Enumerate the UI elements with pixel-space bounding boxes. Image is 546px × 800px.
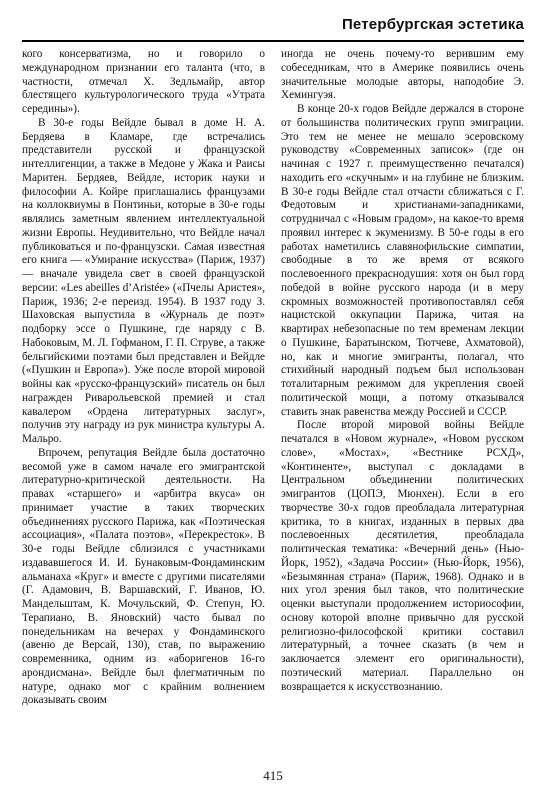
paragraph: кого консерватизма, но и говорило о международном признании его таланта (что, в частности, отмечал Х. Зедльмайр, автор блестящего культурологического труда «Утрата середины»). — [22, 48, 265, 115]
paragraph: После второй мировой войны Вейдле печатался в «Новом журнале», «Новом русском слове», «Мостах», «Вестнике РСХД», «Континенте», выступал с докладами в Центральном объединении политических эмигрантов (ЦОПЭ, Мюнхен). Если в его творчестве 30-х годов преобладала литературная критика, то в книгах, изданных в первых два послевоенных десятилетия, преобладала политическая тематика: «Вечерний день» (Нью-Йорк, 1952), «Задача России» (Нью-Йорк, 1956), «Безымянная страна» (Париж, 1968). Однако и в них угол зрения был таков, что политические оценки выступали продолжением историософии, основу которой вполне привычно для русской религиозно-философской критики составил литературный, а точнее сказать (в чем и заключается элемент его оригинальности), поэтический материал. Параллельно он возвращается к искусствознанию. — [281, 419, 524, 693]
running-title: Петербургская эстетика — [341, 16, 524, 33]
right-column — [281, 48, 524, 760]
paragraph: В 30-е годы Вейдле бывал в доме Н. А. Бердяева в Кламаре, где встречались представители русской и французской интеллигенции, а также в Медоне у Жака и Раисы Маритен. Бердяев, Вейдле, историк науки и философии А. Койре приглашались французами на коллоквиумы в Понтиньи, которые в 30-е годы являлись заметным явлением интеллектуальной жизни Европы. Неудивительно, что Вейдле начал публиковаться и по-французски. Самая известная его книга — «Умирание искусства» (Париж, 1937) — вначале увидела свет в своей французской версии: «Les abeilles d’Aristée» («Пчелы Аристея», Париж, 1936; 2-е переизд. 1954). В 1937 году З. Шаховская выпустила в «Журналь де поэт» подборку эссе о Пушкине, где наряду с В. Набоковым, М. Л. Гофманом, Г. П. Струве, а также бельгийскими поэтами был представлен и Вейдле («Пушкин и Европа»). Уже после второй мировой войны как «русско-французский» писатель он был награжден Риварольевской премией и стал кавалером «Ордена литературных заслуг», получив эту награду из рук министра культуры А. Мальро. — [22, 116, 265, 445]
paragraph: В конце 20-х годов Вейдле держался в стороне от большинства политических групп эмиграции. Это тем не менее не мешало эсеровскому руководству «Современных записок» (где он начиная с 1927 г. преимущественно печатался) находить его «скучным» и на глубине не близким. В 30-е годы Вейдле стал отчасти сближаться с Г. Федотовым и христианами-западниками, сотрудничал с «Новым градом», на какое-то время проявил интерес к экуменизму. В 50-е годы в его работах наметились славянофильские симпатии, свободные в то же время от всякого послевоенного прекраснодушия: хотя он был горд победой в войне русского народа (и в меру скромных возможностей противопоставлял себя нацистской оккупации Парижа, читая на квартирах небезопасные по тем временам лекции о Пушкине, Баратынском, Тютчеве, Ахматовой), но, как и многие эмигранты, полагал, что стихийный народный подъем был использован тоталитарным режимом для укрепления своей политической мощи, а потому отказывался ставить знак равенства между Россией и СССР. — [281, 103, 524, 418]
paragraph: Впрочем, репутация Вейдле была достаточно весомой уже в самом начале его эмигрантской литературно-критической деятельности. На правах «старшего» и «арбитра вкуса» он принимает участие в таких творческих объединениях русского Парижа, как «Поэтическая ассоциация», «Палата поэтов», «Перекресток». В 30-е годы Вейдле сблизился с участниками издававшегося И. И. Бунаковым-Фондаминским альманаха «Круг» и вместе с другими писателями (Г. Адамович, В. Варшавский, Г. Иванов, Ю. Мандельштам, К. Мочульский, Ф. Степун, Ю. Терапиано, В. Яновский) часто бывал по понедельникам на вечерах у Фондаминского (авеню де Версай, 130), став, по выражению современника, одним из «аборигенов 16-го арондисмана». Вейдле был флегматичным по натуре, однако мог с крайним волнением доказывать своим — [22, 446, 265, 707]
page-number: 415 — [263, 768, 283, 783]
header-rule — [22, 40, 524, 42]
paragraph: иногда не очень почему-то верившим ему собеседникам, что в Америке появились очень значительные молодые авторы, наподобие Э. Хемингуэя. — [281, 48, 524, 102]
left-column — [22, 48, 265, 760]
text-columns — [22, 48, 524, 760]
running-header — [22, 14, 524, 40]
